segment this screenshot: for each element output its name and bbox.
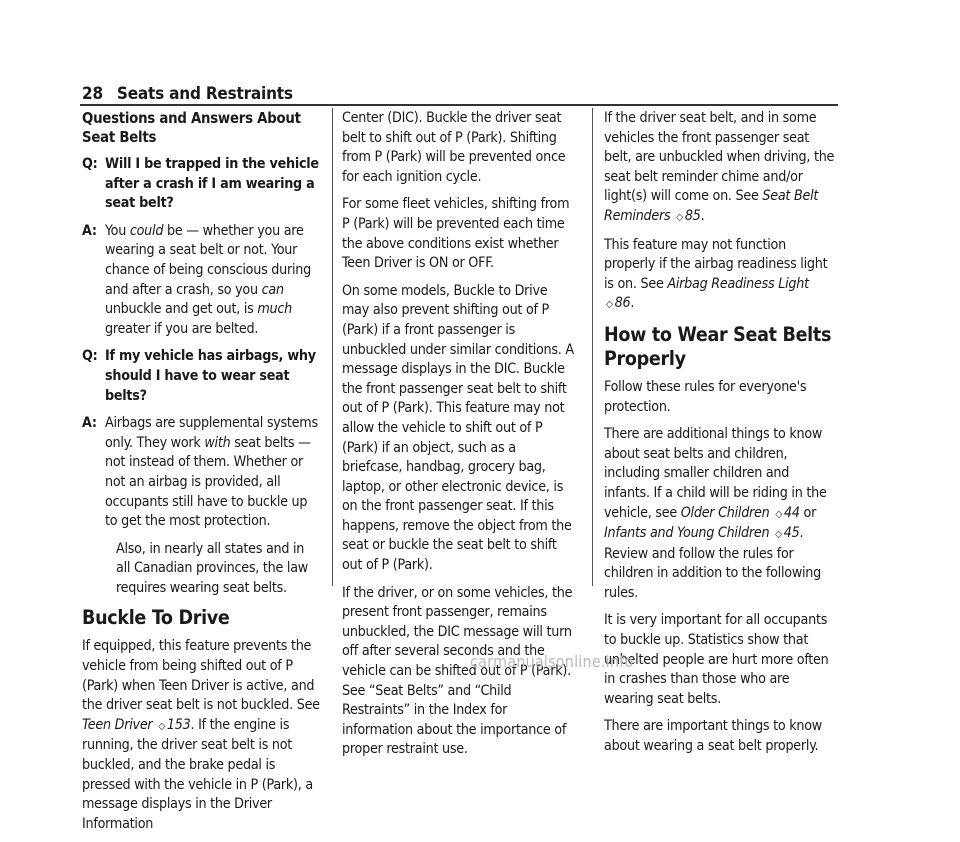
question-text: Will I be trapped in the vehicle after a crash if I am wearing a seat belt?	[105, 156, 319, 212]
ref-page-number[interactable]: 86	[614, 295, 631, 312]
paragraph: For some fleet vehicles, shifting from P (Park) will be prevented each time the above conditions exist whether Teen Driver is ON or OFF.	[342, 196, 570, 272]
answer-text: unbuckle and get out, is	[105, 301, 258, 318]
answer-label: A:	[82, 222, 97, 239]
heading-how-to-wear: How to Wear Seat Belts Properly	[604, 322, 832, 370]
answer-2	[82, 414, 320, 532]
paragraph-text: . If the engine is running, the driver seat belt is not buckled, and the brake pedal is pressed with the vehicle in P (Park), a message displays in the Driver Information	[82, 716, 313, 832]
ref-page-number[interactable]: 153	[166, 716, 191, 733]
emphasis: could	[129, 222, 164, 239]
column-3	[604, 109, 836, 765]
ref-seat-belt-reminders[interactable]: Seat Belt Reminders	[604, 188, 819, 224]
page-ref-arrow-icon: ◇	[775, 508, 782, 520]
paragraph	[604, 425, 836, 603]
column-divider	[592, 108, 593, 586]
page-ref-arrow-icon: ◇	[158, 720, 165, 732]
paragraph-text: . Review and follow the rules for children in addition to the following rules.	[604, 525, 822, 601]
answer-text: You	[105, 222, 130, 239]
paragraph: Center (DIC). Buckle the driver seat belt to shift out of P (Park). Shifting from P (Park) will be prevented once for each ignition cycle.	[342, 110, 566, 185]
paragraph-text: or	[799, 504, 817, 521]
paragraph	[604, 109, 836, 228]
ref-page-number[interactable]: 45	[783, 525, 800, 542]
column-divider	[332, 108, 333, 586]
paragraph: If the driver, or on some vehicles, the present front passenger, remains unbuckled, the DIC message will turn off after several seconds and the vehicle can be shifted out of P (Park). See “Seat Belts” and “Child Restraints” in the Index for information about the importance of proper restraint use.	[342, 584, 573, 758]
page-ref-arrow-icon: ◇	[606, 299, 613, 311]
ref-page-number[interactable]: 44	[783, 504, 800, 521]
column-1	[82, 109, 320, 842]
page-ref-arrow-icon: ◇	[775, 529, 782, 541]
ref-airbag-readiness-light[interactable]: Airbag Readiness Light	[667, 275, 809, 292]
answer-text: be — whether you are wearing a seat belt or not. Your chance of being conscious during and after a crash, so you	[105, 222, 311, 298]
answer-text: seat belts — not instead of them. Whether or not an airbag is provided, all occupants still have to buckle up to get the most protection.	[105, 434, 311, 530]
question-label: Q:	[82, 156, 98, 172]
answer-note: Also, in nearly all states and in all Canadian provinces, the law requires wearing seat belts.	[116, 540, 308, 596]
paragraph-text: This feature may not function properly if the airbag readiness light is on. See	[604, 236, 828, 292]
emphasis: can	[261, 281, 284, 298]
question-label: Q:	[82, 348, 98, 365]
ref-teen-driver[interactable]: Teen Driver	[82, 716, 153, 733]
paragraph: On some models, Buckle to Drive may also prevent shifting out of P (Park) if a front passenger is unbuckled under similar conditions. A message displays in the DIC. Buckle the front passenger seat belt to shift out of P (Park). This feature may not allow the vehicle to shift out of P (Park) if an object, such as a briefcase, handbag, grocery bag, laptop, or other electronic device, is on the front passenger seat. If this happens, remove the object from the seat or buckle the seat belt to shift out of P (Park).	[342, 282, 574, 574]
ref-older-children[interactable]: Older Children	[680, 504, 770, 521]
page-ref-arrow-icon: ◇	[676, 211, 683, 223]
watermark: carmanualsonline.info	[470, 652, 634, 671]
paragraph: There are important things to know about wearing a seat belt properly.	[604, 718, 822, 755]
answer-text: Airbags are supplemental systems only. They work	[105, 415, 318, 451]
emphasis: much	[257, 301, 292, 318]
paragraph-text: .	[630, 295, 635, 312]
question-1	[82, 155, 320, 214]
page-number: 28	[82, 84, 103, 104]
paragraph: It is very important for all occupants to buckle up. Statistics show that unbelted people are hurt more often in crashes than those who are wearing seat belts.	[604, 612, 829, 707]
answer-label: A:	[82, 415, 97, 432]
paragraph	[604, 236, 836, 315]
section-title: Seats and Restraints	[116, 84, 293, 104]
buckle-to-drive-paragraph	[82, 637, 320, 834]
paragraph: Follow these rules for everyone's protection.	[604, 378, 807, 415]
question-text: If my vehicle has airbags, why should I have to wear seat belts?	[105, 348, 316, 404]
running-header	[82, 84, 293, 104]
ref-page-number[interactable]: 85	[684, 207, 701, 224]
header-rule	[80, 104, 838, 106]
answer-text: greater if you are belted.	[105, 320, 259, 337]
paragraph-text: If equipped, this feature prevents the vehicle from being shifted out of P (Park) when Teen Driver is active, and the driver seat belt is not buckled. See	[82, 638, 320, 714]
paragraph-text: If the driver seat belt, and in some vehicles the front passenger seat belt, are unbuckled when driving, the seat belt reminder chime and/or light(s) will come on. See	[604, 110, 835, 205]
emphasis: with	[204, 434, 231, 451]
paragraph-text: There are additional things to know about seat belts and children, including smaller children and infants. If a child will be riding in the vehicle, see	[604, 426, 827, 521]
ref-infants-young-children[interactable]: Infants and Young Children	[604, 525, 770, 542]
heading-buckle-to-drive: Buckle To Drive	[82, 606, 230, 630]
question-2	[82, 347, 320, 406]
answer-1	[82, 222, 320, 340]
heading-qa-seat-belts: Questions and Answers About Seat Belts	[82, 110, 301, 146]
paragraph-text: .	[700, 207, 705, 224]
